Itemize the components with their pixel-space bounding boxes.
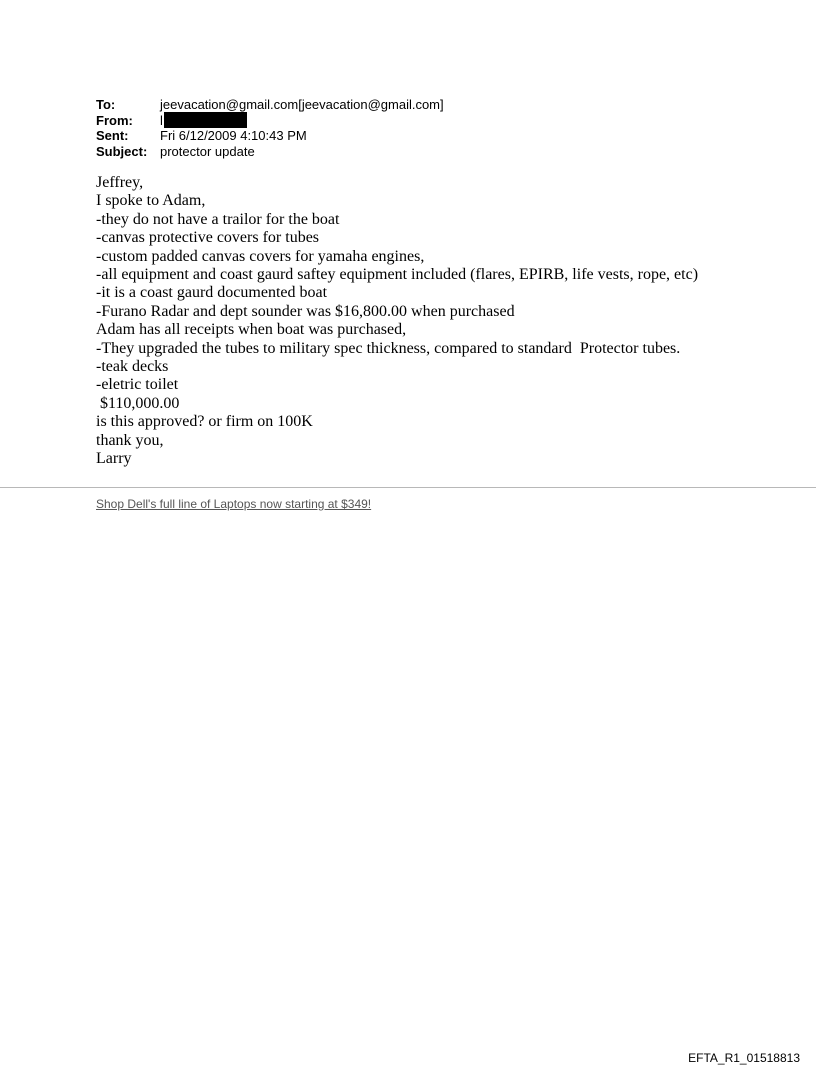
body-line: -canvas protective covers for tubes: [96, 229, 320, 247]
body-line: -Furano Radar and dept sounder was $16,800.00 when purchased: [96, 302, 515, 320]
body-line: thank you,: [96, 431, 164, 449]
email-body: [96, 174, 698, 469]
subject-row: [96, 144, 444, 160]
body-line: -all equipment and coast gaurd saftey equipment included (flares, EPIRB, life vests, rope, etc): [96, 266, 699, 284]
body-line: I spoke to Adam,: [96, 192, 206, 210]
dell-ad-link[interactable]: Shop Dell's full line of Laptops now starting at $349!: [96, 497, 372, 511]
to-row: [96, 97, 444, 113]
body-line: Jeffrey,: [96, 174, 144, 191]
body-line: -they do not have a trailor for the boat: [96, 210, 340, 228]
to-label: To:: [96, 97, 116, 112]
from-label: From:: [96, 112, 133, 128]
email-header: [96, 97, 444, 159]
body-line: Adam has all receipts when boat was purchased,: [96, 321, 407, 339]
sent-label: Sent:: [96, 128, 129, 143]
to-value: jeevacation@gmail.com[jeevacation@gmail.com]: [160, 97, 444, 112]
body-line: -it is a coast gaurd documented boat: [96, 284, 328, 302]
sent-row: [96, 128, 444, 144]
subject-value: protector update: [160, 143, 255, 159]
body-line: $110,000.00: [96, 394, 180, 412]
body-line: -teak decks: [96, 358, 169, 376]
redaction-block: [164, 112, 247, 128]
body-line: Larry: [96, 450, 132, 468]
body-line: -They upgraded the tubes to military spec thickness, compared to standard Protector tubes.: [96, 339, 681, 357]
from-visible-initial: l: [160, 113, 163, 128]
from-row: [96, 113, 444, 129]
footer-divider: [0, 487, 816, 488]
sent-value: Fri 6/12/2009 4:10:43 PM: [160, 128, 307, 143]
document-id: EFTA_R1_01518813: [688, 1051, 800, 1065]
body-line: -custom padded canvas covers for yamaha engines,: [96, 247, 425, 265]
body-line: -eletric toilet: [96, 376, 179, 394]
subject-label: Subject:: [96, 143, 148, 159]
body-line: is this approved? or firm on 100K: [96, 413, 313, 431]
